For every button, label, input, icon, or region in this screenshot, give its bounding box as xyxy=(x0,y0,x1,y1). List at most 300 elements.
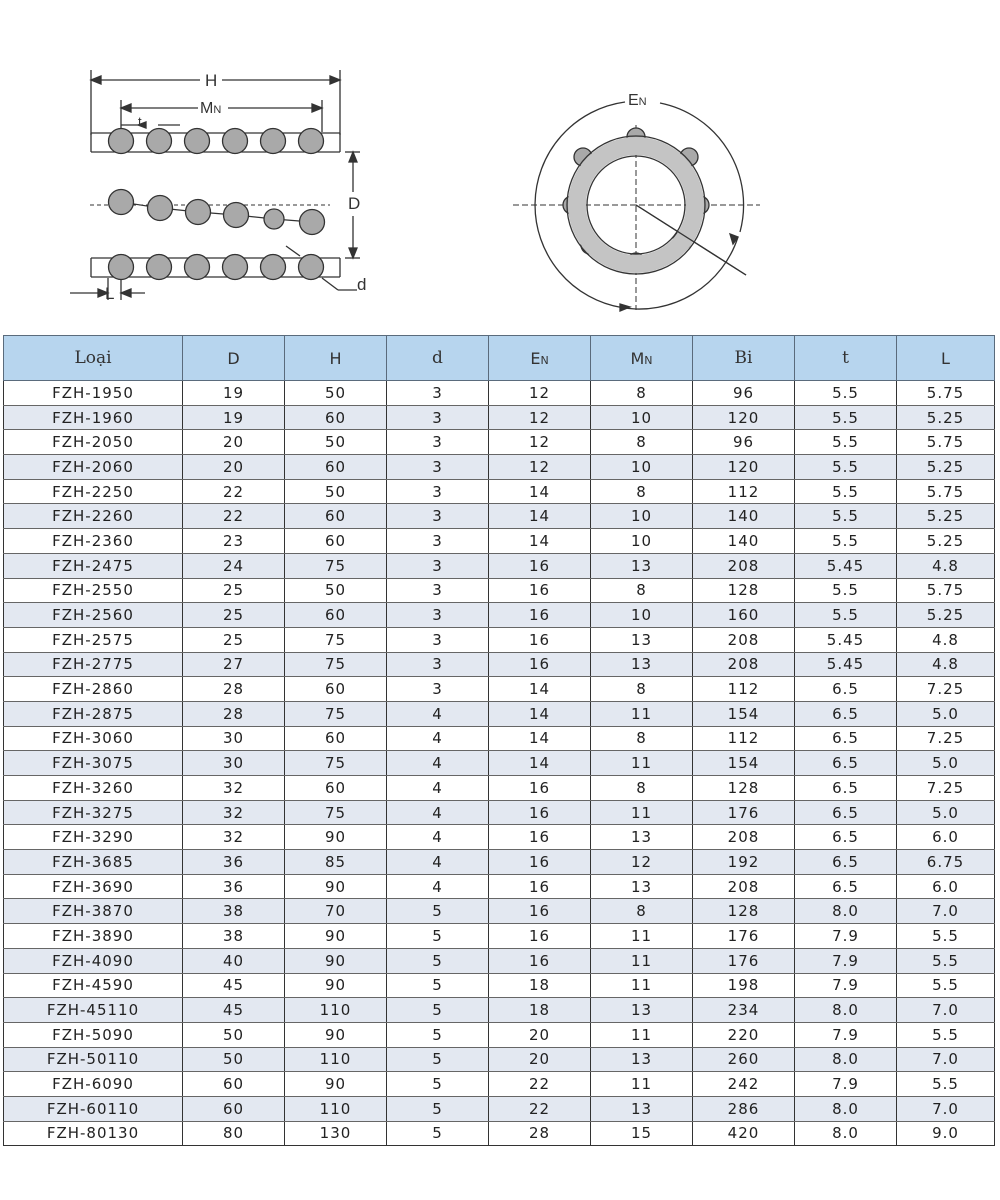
cell-L: 6.0 xyxy=(897,825,995,850)
cell-d: 4 xyxy=(387,800,489,825)
cell-d: 3 xyxy=(387,652,489,677)
cell-loai: FZH-6090 xyxy=(4,1072,183,1097)
table-row xyxy=(4,529,995,554)
cell-loai: FZH-2475 xyxy=(4,553,183,578)
cell-loai: FZH-3890 xyxy=(4,924,183,949)
table-row xyxy=(4,973,995,998)
cell-d: 4 xyxy=(387,751,489,776)
D-label: D xyxy=(348,194,361,213)
cell-EN: 18 xyxy=(489,998,591,1023)
cell-D: 80 xyxy=(183,1121,285,1146)
cell-H: 50 xyxy=(285,479,387,504)
cell-t: 5.45 xyxy=(795,652,897,677)
cell-D: 20 xyxy=(183,430,285,455)
cell-MN: 8 xyxy=(591,430,693,455)
cell-H: 110 xyxy=(285,1047,387,1072)
header-L: L xyxy=(897,336,995,381)
cell-H: 90 xyxy=(285,825,387,850)
cell-d: 3 xyxy=(387,479,489,504)
cell-EN: 16 xyxy=(489,578,591,603)
cell-D: 50 xyxy=(183,1022,285,1047)
table-row xyxy=(4,948,995,973)
cell-d: 5 xyxy=(387,899,489,924)
cell-H: 110 xyxy=(285,998,387,1023)
header-Bi: Bi xyxy=(693,336,795,381)
cell-D: 60 xyxy=(183,1072,285,1097)
cell-loai: FZH-80130 xyxy=(4,1121,183,1146)
cell-L: 5.0 xyxy=(897,751,995,776)
cell-L: 5.5 xyxy=(897,1072,995,1097)
cell-H: 75 xyxy=(285,627,387,652)
cell-Bi: 96 xyxy=(693,381,795,406)
cell-d: 4 xyxy=(387,726,489,751)
cell-Bi: 128 xyxy=(693,578,795,603)
cell-Bi: 234 xyxy=(693,998,795,1023)
table-row xyxy=(4,504,995,529)
table-row xyxy=(4,776,995,801)
cell-H: 60 xyxy=(285,776,387,801)
cell-EN: 14 xyxy=(489,479,591,504)
cell-loai: FZH-4590 xyxy=(4,973,183,998)
cell-Bi: 154 xyxy=(693,701,795,726)
cell-EN: 16 xyxy=(489,825,591,850)
cell-t: 5.5 xyxy=(795,381,897,406)
table-row xyxy=(4,899,995,924)
table-row xyxy=(4,652,995,677)
cell-t: 5.5 xyxy=(795,405,897,430)
table-row xyxy=(4,553,995,578)
cell-Bi: 208 xyxy=(693,652,795,677)
cell-D: 24 xyxy=(183,553,285,578)
cell-Bi: 208 xyxy=(693,825,795,850)
cell-MN: 11 xyxy=(591,948,693,973)
cell-D: 19 xyxy=(183,405,285,430)
cell-H: 85 xyxy=(285,850,387,875)
cell-d: 3 xyxy=(387,405,489,430)
cell-EN: 12 xyxy=(489,455,591,480)
cell-d: 3 xyxy=(387,603,489,628)
cell-t: 5.5 xyxy=(795,479,897,504)
cell-loai: FZH-60110 xyxy=(4,1096,183,1121)
cell-L: 5.5 xyxy=(897,973,995,998)
table-row xyxy=(4,627,995,652)
cell-D: 25 xyxy=(183,627,285,652)
cell-t: 8.0 xyxy=(795,899,897,924)
cell-loai: FZH-3690 xyxy=(4,874,183,899)
cell-d: 5 xyxy=(387,1096,489,1121)
table-row xyxy=(4,578,995,603)
cell-EN: 14 xyxy=(489,677,591,702)
table-row xyxy=(4,479,995,504)
cell-Bi: 176 xyxy=(693,800,795,825)
cell-Bi: 112 xyxy=(693,479,795,504)
cell-Bi: 154 xyxy=(693,751,795,776)
cell-EN: 16 xyxy=(489,874,591,899)
cell-D: 22 xyxy=(183,504,285,529)
cell-H: 60 xyxy=(285,603,387,628)
cell-H: 60 xyxy=(285,455,387,480)
header-H: H xyxy=(285,336,387,381)
EN-label: EN xyxy=(628,92,647,109)
cell-t: 7.9 xyxy=(795,1022,897,1047)
table-row xyxy=(4,850,995,875)
cell-D: 20 xyxy=(183,455,285,480)
cell-Bi: 286 xyxy=(693,1096,795,1121)
cell-H: 90 xyxy=(285,874,387,899)
cell-Bi: 112 xyxy=(693,677,795,702)
cell-t: 6.5 xyxy=(795,726,897,751)
cell-H: 50 xyxy=(285,578,387,603)
cell-D: 38 xyxy=(183,899,285,924)
cell-d: 5 xyxy=(387,1022,489,1047)
cell-Bi: 120 xyxy=(693,405,795,430)
cell-H: 60 xyxy=(285,529,387,554)
cell-D: 45 xyxy=(183,973,285,998)
cell-EN: 20 xyxy=(489,1047,591,1072)
cell-H: 90 xyxy=(285,1022,387,1047)
cell-Bi: 160 xyxy=(693,603,795,628)
cell-EN: 16 xyxy=(489,899,591,924)
cell-H: 75 xyxy=(285,652,387,677)
cell-L: 7.25 xyxy=(897,726,995,751)
cell-L: 5.75 xyxy=(897,479,995,504)
header-d: d xyxy=(387,336,489,381)
cell-EN: 14 xyxy=(489,504,591,529)
cell-Bi: 112 xyxy=(693,726,795,751)
cell-MN: 8 xyxy=(591,776,693,801)
cell-L: 5.25 xyxy=(897,405,995,430)
cell-loai: FZH-2560 xyxy=(4,603,183,628)
cell-H: 50 xyxy=(285,381,387,406)
cell-Bi: 192 xyxy=(693,850,795,875)
cell-MN: 10 xyxy=(591,504,693,529)
cell-loai: FZH-1960 xyxy=(4,405,183,430)
cell-D: 45 xyxy=(183,998,285,1023)
cell-MN: 8 xyxy=(591,479,693,504)
cell-MN: 11 xyxy=(591,924,693,949)
cell-MN: 10 xyxy=(591,455,693,480)
cell-MN: 13 xyxy=(591,553,693,578)
cell-Bi: 128 xyxy=(693,776,795,801)
cell-Bi: 140 xyxy=(693,529,795,554)
cell-EN: 16 xyxy=(489,603,591,628)
cell-L: 7.25 xyxy=(897,776,995,801)
cell-L: 5.25 xyxy=(897,529,995,554)
cell-MN: 13 xyxy=(591,652,693,677)
cell-loai: FZH-1950 xyxy=(4,381,183,406)
cell-loai: FZH-50110 xyxy=(4,1047,183,1072)
cell-Bi: 176 xyxy=(693,924,795,949)
cell-d: 3 xyxy=(387,430,489,455)
cell-D: 25 xyxy=(183,603,285,628)
cell-Bi: 260 xyxy=(693,1047,795,1072)
cell-EN: 28 xyxy=(489,1121,591,1146)
cell-EN: 22 xyxy=(489,1072,591,1097)
table-row xyxy=(4,405,995,430)
cell-L: 7.0 xyxy=(897,899,995,924)
cell-L: 5.5 xyxy=(897,948,995,973)
L-label: L xyxy=(105,284,115,303)
cell-t: 5.5 xyxy=(795,504,897,529)
cell-d: 3 xyxy=(387,529,489,554)
cell-loai: FZH-3870 xyxy=(4,899,183,924)
cell-H: 90 xyxy=(285,973,387,998)
table-row xyxy=(4,1022,995,1047)
header-EN: EN xyxy=(489,336,591,381)
cell-t: 5.45 xyxy=(795,553,897,578)
cell-d: 5 xyxy=(387,1047,489,1072)
cell-loai: FZH-3075 xyxy=(4,751,183,776)
cell-t: 6.5 xyxy=(795,677,897,702)
cell-Bi: 198 xyxy=(693,973,795,998)
cell-t: 5.5 xyxy=(795,455,897,480)
cell-EN: 14 xyxy=(489,751,591,776)
table-row xyxy=(4,1072,995,1097)
cell-Bi: 120 xyxy=(693,455,795,480)
cell-D: 28 xyxy=(183,677,285,702)
cell-Bi: 420 xyxy=(693,1121,795,1146)
cell-Bi: 208 xyxy=(693,627,795,652)
cell-H: 110 xyxy=(285,1096,387,1121)
cell-L: 7.0 xyxy=(897,1047,995,1072)
cell-H: 90 xyxy=(285,948,387,973)
cell-D: 19 xyxy=(183,381,285,406)
cell-t: 6.5 xyxy=(795,776,897,801)
cell-L: 5.25 xyxy=(897,504,995,529)
cell-EN: 20 xyxy=(489,1022,591,1047)
cell-d: 3 xyxy=(387,504,489,529)
cell-loai: FZH-3260 xyxy=(4,776,183,801)
cell-EN: 16 xyxy=(489,800,591,825)
cell-EN: 12 xyxy=(489,381,591,406)
cell-Bi: 208 xyxy=(693,874,795,899)
table-row xyxy=(4,998,995,1023)
front-view-diagram xyxy=(0,0,1000,330)
cell-EN: 14 xyxy=(489,701,591,726)
cell-loai: FZH-2575 xyxy=(4,627,183,652)
cell-Bi: 176 xyxy=(693,948,795,973)
cell-L: 5.75 xyxy=(897,430,995,455)
cell-D: 30 xyxy=(183,751,285,776)
cell-D: 32 xyxy=(183,800,285,825)
cell-EN: 14 xyxy=(489,726,591,751)
header-D: D xyxy=(183,336,285,381)
cell-L: 5.25 xyxy=(897,603,995,628)
cell-D: 25 xyxy=(183,578,285,603)
cell-L: 5.75 xyxy=(897,381,995,406)
cell-Bi: 96 xyxy=(693,430,795,455)
cell-L: 5.75 xyxy=(897,578,995,603)
cell-MN: 8 xyxy=(591,726,693,751)
cell-loai: FZH-2050 xyxy=(4,430,183,455)
cell-MN: 13 xyxy=(591,825,693,850)
cell-D: 60 xyxy=(183,1096,285,1121)
cell-MN: 11 xyxy=(591,751,693,776)
table-row xyxy=(4,1096,995,1121)
d-label: d xyxy=(357,275,367,294)
cell-EN: 16 xyxy=(489,652,591,677)
cell-d: 4 xyxy=(387,776,489,801)
table-header-row xyxy=(4,336,995,381)
cell-L: 4.8 xyxy=(897,553,995,578)
cell-H: 50 xyxy=(285,430,387,455)
cell-d: 5 xyxy=(387,998,489,1023)
cell-MN: 13 xyxy=(591,874,693,899)
cell-loai: FZH-3060 xyxy=(4,726,183,751)
cell-MN: 11 xyxy=(591,701,693,726)
cell-loai: FZH-3685 xyxy=(4,850,183,875)
cell-H: 60 xyxy=(285,726,387,751)
cell-loai: FZH-2550 xyxy=(4,578,183,603)
cell-d: 3 xyxy=(387,381,489,406)
table-row xyxy=(4,603,995,628)
cell-D: 50 xyxy=(183,1047,285,1072)
table-row xyxy=(4,701,995,726)
cell-d: 3 xyxy=(387,677,489,702)
table-row xyxy=(4,430,995,455)
cell-L: 7.25 xyxy=(897,677,995,702)
cell-loai: FZH-3290 xyxy=(4,825,183,850)
cell-MN: 8 xyxy=(591,899,693,924)
table-row xyxy=(4,1047,995,1072)
cell-L: 5.5 xyxy=(897,924,995,949)
cell-d: 4 xyxy=(387,701,489,726)
cell-MN: 10 xyxy=(591,529,693,554)
table-row xyxy=(4,874,995,899)
cell-Bi: 208 xyxy=(693,553,795,578)
cell-L: 4.8 xyxy=(897,627,995,652)
cell-EN: 14 xyxy=(489,529,591,554)
H-label: H xyxy=(205,71,218,90)
cell-L: 5.5 xyxy=(897,1022,995,1047)
cell-t: 6.5 xyxy=(795,825,897,850)
cell-D: 32 xyxy=(183,825,285,850)
cell-d: 4 xyxy=(387,874,489,899)
cell-loai: FZH-2250 xyxy=(4,479,183,504)
cell-t: 8.0 xyxy=(795,998,897,1023)
cell-d: 5 xyxy=(387,924,489,949)
cell-MN: 10 xyxy=(591,405,693,430)
cell-loai: FZH-45110 xyxy=(4,998,183,1023)
cell-D: 23 xyxy=(183,529,285,554)
MN-label: MN xyxy=(200,100,222,117)
cell-D: 36 xyxy=(183,850,285,875)
cell-Bi: 140 xyxy=(693,504,795,529)
cell-MN: 8 xyxy=(591,381,693,406)
cell-MN: 15 xyxy=(591,1121,693,1146)
cell-EN: 22 xyxy=(489,1096,591,1121)
cell-Bi: 128 xyxy=(693,899,795,924)
cell-MN: 13 xyxy=(591,998,693,1023)
table-row xyxy=(4,924,995,949)
cell-D: 40 xyxy=(183,948,285,973)
cell-t: 8.0 xyxy=(795,1096,897,1121)
cell-L: 5.25 xyxy=(897,455,995,480)
cell-t: 8.0 xyxy=(795,1047,897,1072)
cell-MN: 11 xyxy=(591,1072,693,1097)
cell-loai: FZH-2775 xyxy=(4,652,183,677)
cell-L: 9.0 xyxy=(897,1121,995,1146)
cell-D: 22 xyxy=(183,479,285,504)
cell-t: 6.5 xyxy=(795,701,897,726)
cell-EN: 16 xyxy=(489,627,591,652)
cell-H: 60 xyxy=(285,504,387,529)
cell-L: 6.75 xyxy=(897,850,995,875)
cell-H: 90 xyxy=(285,924,387,949)
table-body xyxy=(4,381,995,1146)
cell-d: 5 xyxy=(387,948,489,973)
cell-loai: FZH-2860 xyxy=(4,677,183,702)
table-row xyxy=(4,726,995,751)
cell-D: 38 xyxy=(183,924,285,949)
cell-MN: 11 xyxy=(591,800,693,825)
cell-EN: 16 xyxy=(489,948,591,973)
table-row xyxy=(4,1121,995,1146)
cell-Bi: 220 xyxy=(693,1022,795,1047)
header-loai: Loại xyxy=(4,336,183,381)
cell-loai: FZH-2875 xyxy=(4,701,183,726)
cell-d: 3 xyxy=(387,553,489,578)
cell-d: 4 xyxy=(387,825,489,850)
cell-d: 5 xyxy=(387,973,489,998)
cell-Bi: 242 xyxy=(693,1072,795,1097)
cell-H: 70 xyxy=(285,899,387,924)
cell-t: 5.5 xyxy=(795,529,897,554)
cell-t: 8.0 xyxy=(795,1121,897,1146)
header-MN: MN xyxy=(591,336,693,381)
cell-MN: 13 xyxy=(591,1047,693,1072)
cell-t: 7.9 xyxy=(795,1072,897,1097)
cell-MN: 12 xyxy=(591,850,693,875)
cell-L: 7.0 xyxy=(897,1096,995,1121)
cell-loai: FZH-5090 xyxy=(4,1022,183,1047)
cell-t: 7.9 xyxy=(795,924,897,949)
t-label: t xyxy=(138,114,142,129)
cell-L: 5.0 xyxy=(897,701,995,726)
table-row xyxy=(4,677,995,702)
cell-D: 32 xyxy=(183,776,285,801)
cell-EN: 16 xyxy=(489,553,591,578)
cell-H: 90 xyxy=(285,1072,387,1097)
cell-MN: 13 xyxy=(591,627,693,652)
cell-EN: 16 xyxy=(489,776,591,801)
technical-drawing-area xyxy=(0,0,1000,330)
cell-D: 28 xyxy=(183,701,285,726)
cell-EN: 16 xyxy=(489,924,591,949)
cell-L: 5.0 xyxy=(897,800,995,825)
cell-D: 30 xyxy=(183,726,285,751)
cell-t: 6.5 xyxy=(795,850,897,875)
cell-t: 5.5 xyxy=(795,430,897,455)
cell-EN: 16 xyxy=(489,850,591,875)
table-row xyxy=(4,751,995,776)
cell-H: 60 xyxy=(285,677,387,702)
cell-loai: FZH-2360 xyxy=(4,529,183,554)
cell-loai: FZH-2260 xyxy=(4,504,183,529)
cell-t: 7.9 xyxy=(795,973,897,998)
cell-t: 5.45 xyxy=(795,627,897,652)
table-row xyxy=(4,800,995,825)
cell-loai: FZH-3275 xyxy=(4,800,183,825)
table-row xyxy=(4,381,995,406)
cell-t: 5.5 xyxy=(795,603,897,628)
cell-MN: 8 xyxy=(591,677,693,702)
cell-t: 6.5 xyxy=(795,751,897,776)
cell-D: 36 xyxy=(183,874,285,899)
cell-loai: FZH-2060 xyxy=(4,455,183,480)
cell-d: 4 xyxy=(387,850,489,875)
cell-d: 3 xyxy=(387,578,489,603)
